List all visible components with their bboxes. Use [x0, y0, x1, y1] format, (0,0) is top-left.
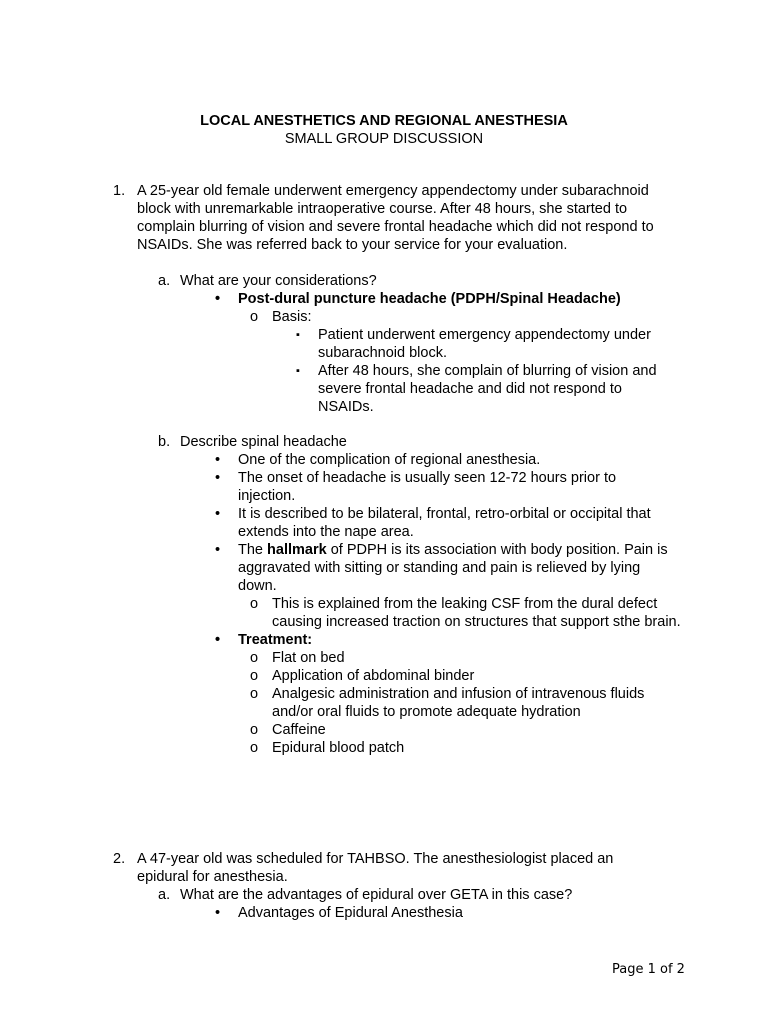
circle-bullet-icon: o	[250, 668, 259, 684]
question-1b-prompt: b. Describe spinal headache	[158, 434, 347, 450]
treatment-item: o Application of abdominal binder	[250, 668, 475, 684]
question-1b	[158, 433, 688, 757]
circle-bullet-icon: o	[250, 650, 259, 666]
basis-item: ▪ Patient underwent emergency appendectomy under subarachnoid block.	[296, 327, 651, 361]
spinal-headache-point: • It is described to be bilateral, frontal, retro-orbital or occipital that extends into the nape area.	[215, 506, 651, 540]
question-1-number: 1.	[113, 183, 126, 199]
question-1a-answer: • Post-dural puncture headache (PDPH/Spinal Headache)	[215, 291, 621, 307]
circle-bullet-icon: o	[250, 309, 259, 325]
basis-item: ▪ After 48 hours, she complain of blurring of vision and severe frontal headache and did not respond to NSAIDs.	[296, 363, 657, 415]
document-title: LOCAL ANESTHETICS AND REGIONAL ANESTHESIA	[200, 113, 568, 129]
treatment-label: • Treatment:	[215, 632, 313, 648]
circle-bullet-icon: o	[250, 722, 259, 738]
spinal-headache-point: • One of the complication of regional anesthesia.	[215, 452, 541, 468]
question-2a-prompt: a. What are the advantages of epidural over GETA in this case?	[158, 887, 573, 903]
bullet-icon: •	[215, 632, 221, 648]
circle-bullet-icon: o	[250, 686, 259, 702]
question-1a-prompt: a. What are your considerations?	[158, 273, 377, 289]
bullet-icon: •	[215, 291, 221, 307]
bullet-icon: •	[215, 470, 221, 486]
page-number: Page 1 of 2	[612, 962, 685, 977]
epidural-advantages-point: • Advantages of Epidural Anesthesia	[215, 905, 463, 921]
treatment-item: o Epidural blood patch	[250, 740, 405, 756]
bullet-icon: •	[215, 506, 221, 522]
treatment-item: o Analgesic administration and infusion of intravenous fluids and/or oral fluids to promote adequate hydration	[250, 686, 645, 720]
treatment-item: o Flat on bed	[250, 650, 345, 666]
question-2-number: 2.	[113, 851, 126, 867]
square-bullet-icon: ▪	[296, 365, 300, 377]
hallmark-point: • The hallmark of PDPH is its association with body position. Pain is aggravated with sitting or standing and pain is relieved by lying down.	[215, 542, 668, 594]
spinal-headache-point: • The onset of headache is usually seen 12-72 hours prior to injection.	[215, 470, 617, 504]
treatment-item: o Caffeine	[250, 722, 326, 738]
circle-bullet-icon: o	[250, 740, 259, 756]
square-bullet-icon: ▪	[296, 329, 300, 341]
question-1a	[158, 272, 688, 416]
bullet-icon: •	[215, 452, 221, 468]
question-1	[113, 182, 683, 254]
hallmark-explanation: o This is explained from the leaking CSF from the dural defect causing increased traction on structures that support sthe brain.	[250, 596, 681, 630]
question-2	[113, 850, 683, 922]
hallmark-term: hallmark	[267, 542, 327, 558]
question-1-text: 1. A 25-year old female underwent emergency appendectomy under subarachnoid block with unremarkable intraoperative course. After 48 hours, she started to complain blurring of vision and severe frontal headache which did not respond to NSAIDs. She was referred back to your service for your evaluation.	[113, 183, 654, 253]
document-subtitle: SMALL GROUP DISCUSSION	[284, 131, 484, 147]
bullet-icon: •	[215, 905, 221, 921]
bullet-icon: •	[215, 542, 221, 558]
circle-bullet-icon: o	[250, 596, 259, 612]
basis-label: o Basis:	[250, 309, 312, 325]
question-2-text: 2. A 47-year old was scheduled for TAHBSO. The anesthesiologist placed an epidural for anesthesia.	[113, 851, 614, 885]
